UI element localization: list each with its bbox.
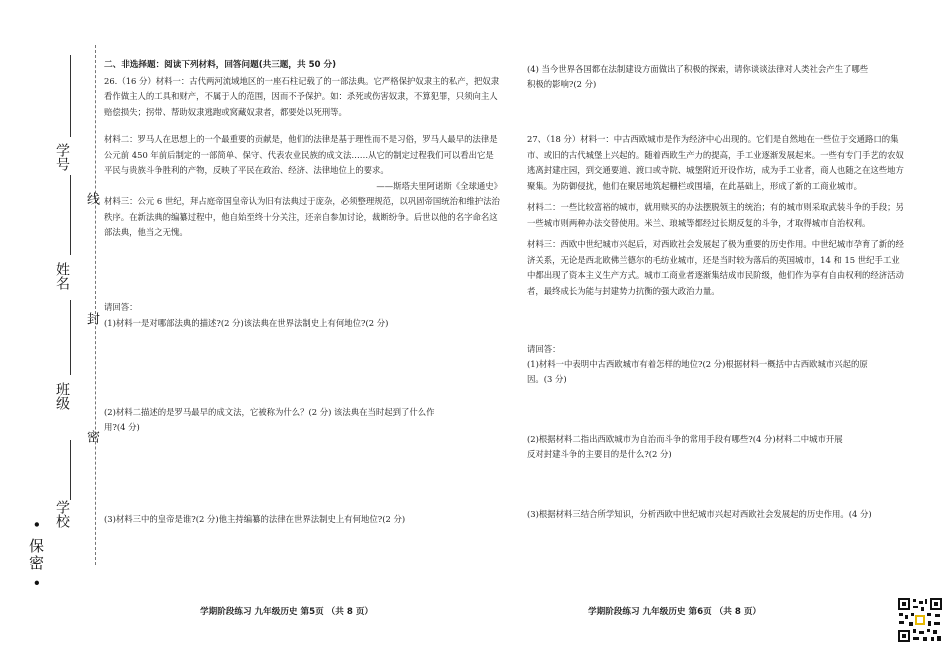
q26-material2-source: ——斯塔夫里阿诺斯《全球通史》 (376, 180, 502, 191)
q26-prompt: 请回答： (104, 302, 138, 312)
section-heading: 二、非选择题：阅读下列材料，回答问题(共三题，共 50 分) (104, 60, 337, 70)
q26-question4-line1: (4) 当今世界各国都在法制建设方面做出了积极的探索，请你谈谈法律对人类社会产生了哪些 (527, 64, 869, 74)
seal-line (95, 45, 96, 565)
q27-question2-line1: (2)根据材料二指出西欧城市为自治而斗争的常用手段有哪些?(4 分)材料二中城市开展 (527, 434, 843, 444)
q27-question1-line2: 因。(3 分) (527, 374, 567, 384)
school-underline (70, 440, 71, 500)
number-label: 学号 (54, 143, 70, 171)
class-label: 班级 (54, 382, 70, 410)
q27-question2-line2: 反对封建斗争的主要目的是什么?(2 分) (527, 449, 672, 459)
seal-char-mi: 密 (84, 430, 99, 443)
seal-char-xian: 线 (84, 192, 99, 205)
left-page-footer: 学期阶段练习 九年级历史 第5页 （共 8 页） (200, 607, 374, 617)
q26-question1: (1)材料一是对哪部法典的描述?(2 分)该法典在世界法制史上有何地位?(2 分) (104, 318, 389, 328)
number-underline (70, 55, 71, 137)
confidential-label: • 保密 • (27, 520, 45, 590)
seal-char-feng: 封 (84, 312, 99, 325)
q27-question3: (3)根据材料三结合所学知识，分析西欧中世纪城市兴起对西欧社会发展起的历史作用。(4 分) (527, 509, 872, 519)
q27-prompt: 请回答： (527, 344, 561, 354)
q26-material3: 材料三：公元 6 世纪，拜占庭帝国皇帝认为旧有法典过于庞杂，必须整理规范，以巩固帝国统治和维护法治秩序。在新法典的编纂过程中，他自始至终十分关注，还亲自参加讨论，裁断纷争。后世以他的名字命名这部法典，他当之无愧。 (104, 196, 500, 237)
q26-question2-line2: 用?(4 分) (104, 422, 140, 432)
q26-material2: 材料二：罗马人在思想上的一个最重要的贡献是，他们的法律是基于理性而不是习俗，罗马人最早的法律是公元前 450 年前后制定的一部简单、保守、代表农业民族的成文法……从它的制定过程我们可以看出它是平民与贵族斗争胜利的产物，反映了平民在政治、经济、法律地位上的要求。 (104, 134, 498, 175)
class-underline (70, 300, 71, 375)
right-page-materials (527, 132, 907, 299)
name-label: 姓名 (54, 262, 70, 290)
q27-question1-line1: (1)材料一中表明中古西欧城市有着怎样的地位?(2 分)根据材料一概括中古西欧城市兴起的原 (527, 359, 868, 369)
binding-margin (0, 0, 100, 650)
q27-material1: 27、（18 分）材料一：中古西欧城市是作为经济中心出现的。它们是自然地在一些位于交通路口的集市、或旧的古代城堡上兴起的。随着西欧生产力的提高，手工业逐渐发展起来。一些有专门手艺的农奴逃离封建庄园，到交通要道、渡口或寺院、城堡附近开设作坊，成为手工业者，商人也随之在这些地方聚集。为防御侵扰，他们在聚居地筑起栅栏或围墙，在此基础上，形成了新的工商业城市。 (527, 134, 904, 191)
q26-question2-line1: (2)材料二描述的是罗马最早的成文法，它被称为什么？(2 分) 该法典在当时起到了什么作 (104, 407, 435, 417)
q26-question4-line2: 积极的影响?(2 分) (527, 79, 597, 89)
q26-question3: (3)材料三中的皇帝是谁?(2 分)他主持编纂的法律在世界法制史上有何地位?(2 分) (104, 514, 406, 524)
qr-code-icon (897, 597, 943, 643)
q27-material3: 材料三：西欧中世纪城市兴起后，对西欧社会发展起了极为重要的历史作用。中世纪城市孕育了新的经济关系，无论是西北欧佛兰德尔的毛纺业城市，还是当时较为落后的英国城市，14 和 15 世纪手工业中都出现了资本主义生产方式。城市工商业者逐渐集结成市民阶级，他们作为享有自由权利的经济活动者，最终成长为能与封建势力抗衡的强大政治力量。 (527, 239, 904, 296)
q26-material1: 26.（16 分）材料一：古代两河流域地区的一座石柱记载了的一部法典。它严格保护奴隶主的私产，把奴隶看作做主人的工具和财产，不属于人的范围，因而不予保护。如：杀死或伤害奴隶，不算犯罪，只须向主人赔偿损失；拐带、帮助奴隶逃跑或窝藏奴隶者，都要处以死刑等。 (104, 75, 500, 117)
q27-material2: 材料二：一些比较富裕的城市，就用赎买的办法摆脱领主的统治；有的城市则采取武装斗争的手段；另一些城市则两种办法交替使用。米兰、琅城等都经过长期反复的斗争，才取得城市自治权利。 (527, 202, 904, 228)
right-page-footer: 学期阶段练习 九年级历史 第6页 （共 8 页） (588, 607, 762, 617)
school-label: 学校 (54, 500, 70, 528)
name-underline (70, 175, 71, 255)
left-page-materials (104, 58, 502, 241)
